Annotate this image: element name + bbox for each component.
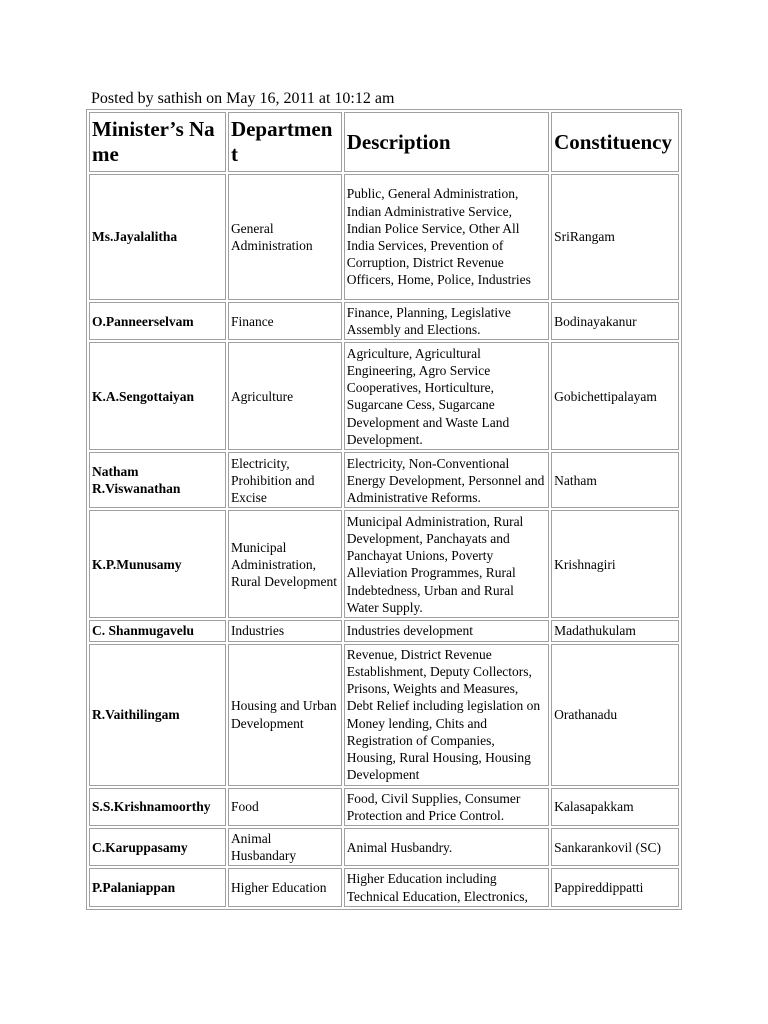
table-row [89, 452, 679, 508]
cell-constituency: Gobichettipalayam [551, 342, 679, 450]
cell-department: Animal Husbandary [228, 828, 342, 866]
cell-department: Higher Education [228, 868, 342, 906]
table-row [89, 302, 679, 340]
cell-description: Electricity, Non-Conventional Energy Development, Personnel and Administrative Reforms. [344, 452, 549, 508]
cell-constituency: Kalasapakkam [551, 788, 679, 826]
header-constituency: Constituency [551, 112, 679, 172]
table-row [89, 620, 679, 641]
ministers-table [86, 109, 682, 910]
cell-description: Revenue, District Revenue Establishment, Deputy Collectors, Prisons, Weights and Measures, Debt Relief including legislation on Money lending, Chits and Registration of Companies, Housing, Rural Housing, Housing Development [344, 644, 549, 786]
post-byline: Posted by sathish on May 16, 2011 at 10:12 am [91, 90, 395, 107]
cell-description: Higher Education including Technical Education, Electronics, [344, 868, 549, 906]
cell-description: Finance, Planning, Legislative Assembly and Elections. [344, 302, 549, 340]
cell-minister-name: K.P.Munusamy [89, 510, 226, 618]
cell-minister-name: R.Vaithilingam [89, 644, 226, 786]
cell-constituency: Krishnagiri [551, 510, 679, 618]
header-description: Description [344, 112, 549, 172]
header-ministers-name: Minister’s Name [89, 112, 226, 172]
table-row [89, 174, 679, 300]
cell-minister-name: K.A.Sengottaiyan [89, 342, 226, 450]
table-row [89, 510, 679, 618]
cell-description: Food, Civil Supplies, Consumer Protection and Price Control. [344, 788, 549, 826]
cell-constituency: Sankarankovil (SC) [551, 828, 679, 866]
cell-constituency: Bodinayakanur [551, 302, 679, 340]
cell-department: Municipal Administration, Rural Development [228, 510, 342, 618]
header-department: Department [228, 112, 342, 172]
table-row [89, 788, 679, 826]
cell-department: Agriculture [228, 342, 342, 450]
cell-minister-name: P.Palaniappan [89, 868, 226, 906]
cell-constituency: Pappireddippatti [551, 868, 679, 906]
cell-constituency: Madathukulam [551, 620, 679, 641]
cell-department: Finance [228, 302, 342, 340]
cell-department: Housing and Urban Development [228, 644, 342, 786]
cell-minister-name: C. Shanmugavelu [89, 620, 226, 641]
cell-department: Electricity, Prohibition and Excise [228, 452, 342, 508]
cell-minister-name: O.Panneerselvam [89, 302, 226, 340]
cell-description: Industries development [344, 620, 549, 641]
cell-department: General Administration [228, 174, 342, 300]
cell-department: Food [228, 788, 342, 826]
table-row [89, 828, 679, 866]
table-row [89, 342, 679, 450]
cell-description: Public, General Administration, Indian Administrative Service, Indian Police Service, Other All India Services, Prevention of Corruption, District Revenue Officers, Home, Police, Industries [344, 174, 549, 300]
cell-minister-name: S.S.Krishnamoorthy [89, 788, 226, 826]
cell-constituency: Natham [551, 452, 679, 508]
cell-minister-name: Ms.Jayalalitha [89, 174, 226, 300]
cell-description: Agriculture, Agricultural Engineering, Agro Service Cooperatives, Horticulture, Sugarcane Cess, Sugarcane Development and Waste Land Development. [344, 342, 549, 450]
cell-constituency: SriRangam [551, 174, 679, 300]
cell-minister-name: C.Karuppasamy [89, 828, 226, 866]
cell-minister-name: Natham R.Viswanathan [89, 452, 226, 508]
cell-department: Industries [228, 620, 342, 641]
table-row [89, 868, 679, 906]
table-header-row [89, 112, 679, 172]
table-row [89, 644, 679, 786]
cell-description: Municipal Administration, Rural Development, Panchayats and Panchayat Unions, Poverty Alleviation Programmes, Rural Indebtedness, Urban and Rural Water Supply. [344, 510, 549, 618]
cell-constituency: Orathanadu [551, 644, 679, 786]
cell-description: Animal Husbandry. [344, 828, 549, 866]
